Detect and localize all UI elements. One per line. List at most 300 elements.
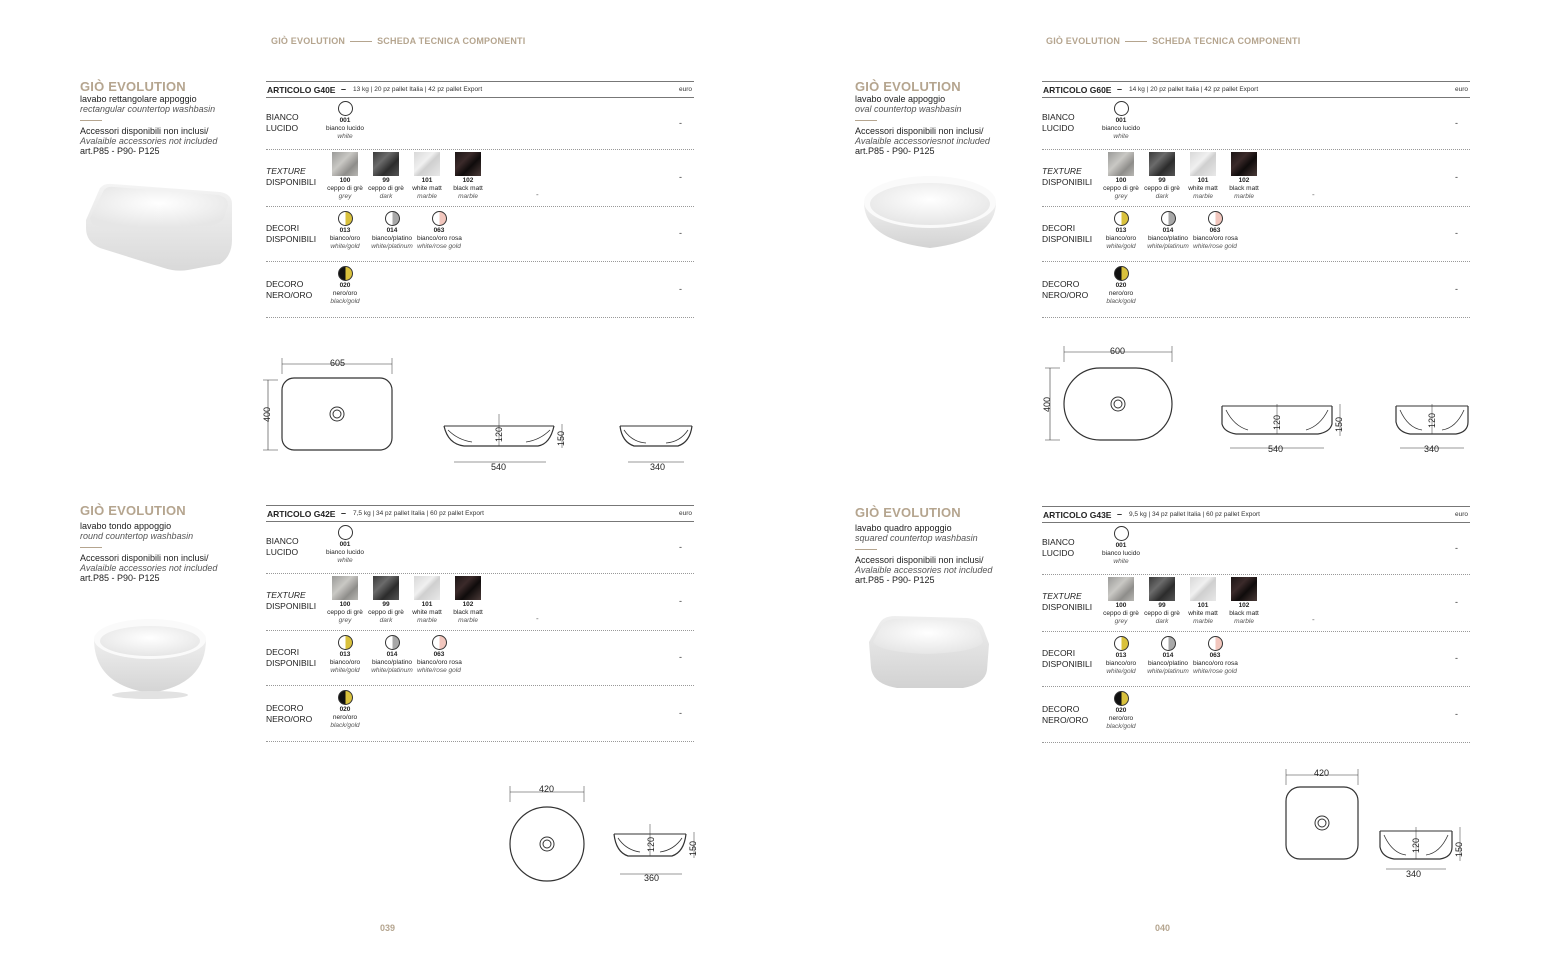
finish-name: bianco/platino [371, 235, 413, 242]
finish-code: 014 [1162, 227, 1174, 234]
product-info-g40e [80, 79, 217, 156]
technical-drawing-g40e [258, 350, 703, 478]
finish-name: white matt [1188, 185, 1218, 192]
finish-swatch [1099, 266, 1143, 306]
white-gold-circle [1114, 211, 1129, 226]
price-value: - [1455, 228, 1458, 238]
finish-row-bianco [266, 98, 694, 150]
page-header-left [271, 36, 525, 46]
white-rosegold-circle [432, 211, 447, 226]
black-marble-swatch [455, 152, 481, 176]
price-value: - [1455, 708, 1458, 719]
finish-swatch [405, 576, 449, 625]
dark-stone-swatch [1149, 152, 1175, 176]
article-spec: 9,5 kg | 34 pz pallet Italia | 60 pz pallet Export [1129, 511, 1260, 518]
finish-code: 101 [1197, 602, 1209, 609]
header-section: SCHEDA TECNICA COMPONENTI [1152, 36, 1301, 46]
finish-name: bianco/oro rosa [1193, 235, 1238, 242]
accessories-label: Accessori disponibili non inclusi/ [855, 126, 984, 136]
finish-row-decori [266, 631, 694, 686]
finish-name-en: dark [1155, 193, 1169, 200]
white-glossy-circle [1114, 101, 1129, 116]
technical-drawing-g42e [500, 780, 715, 890]
spec-table-g43e [1042, 506, 1470, 743]
product-desc-en: squared countertop washbasin [855, 533, 978, 543]
finish-name-en: black/gold [330, 722, 360, 729]
stray-dash: - [1312, 190, 1315, 199]
technical-drawing-g60e [1036, 340, 1476, 465]
dim-height: 150 [556, 430, 566, 446]
finish-row-decori [266, 207, 694, 262]
finish-row-decori [1042, 632, 1470, 687]
product-image-oval-basin [862, 172, 998, 252]
finish-name-en: marble [1193, 618, 1213, 625]
dim-width: 420 [1314, 768, 1330, 778]
finish-name-en: white/rose gold [1193, 243, 1237, 250]
finish-swatch [323, 101, 367, 141]
dim-height: 150 [688, 840, 698, 856]
stray-dash: - [1312, 615, 1315, 624]
accessories-refs: art.P85 - P90- P125 [855, 146, 935, 156]
spec-table-g42e [266, 505, 694, 742]
finish-name: nero/oro [332, 714, 358, 721]
finish-code: 100 [1115, 177, 1127, 184]
finish-name: ceppo di grè [368, 185, 404, 192]
finish-row-bianco [266, 522, 694, 574]
finish-name-en: black/gold [1106, 723, 1136, 730]
finish-name: ceppo di grè [327, 185, 363, 192]
page-header-right [1046, 36, 1300, 46]
white-gold-circle [338, 635, 353, 650]
white-marble-swatch [1190, 152, 1216, 176]
product-brand: GIÒ EVOLUTION [80, 79, 186, 94]
price-value: - [679, 172, 682, 182]
finish-name-en: grey [1114, 193, 1128, 200]
dim-side: 340 [1424, 444, 1440, 454]
price-value: - [679, 652, 682, 662]
finish-code: 063 [433, 651, 445, 658]
finish-code: 102 [1238, 602, 1250, 609]
product-desc-en: round countertop washbasin [80, 531, 194, 541]
finish-swatch [1099, 577, 1143, 626]
finish-swatch [370, 635, 414, 675]
row-label: BIANCO LUCIDO [266, 536, 299, 557]
row-label: DECORI DISPONIBILI [1042, 648, 1093, 669]
finish-code: 99 [382, 601, 390, 608]
white-platinum-circle [385, 211, 400, 226]
finish-name: bianco lucido [326, 549, 364, 556]
finish-name: ceppo di grè [1103, 610, 1139, 617]
accessories-label-en: Avalaible accessories not included [80, 136, 218, 146]
dim-width: 605 [330, 358, 346, 368]
white-gold-circle [1114, 636, 1129, 651]
finish-name-en: white/gold [1106, 668, 1136, 675]
dim-inner: 120 [1411, 837, 1421, 853]
header-dash: – [1117, 84, 1123, 94]
white-glossy-circle [338, 525, 353, 540]
finish-code: 014 [386, 651, 398, 658]
finish-swatch [405, 152, 449, 201]
white-platinum-circle [385, 635, 400, 650]
white-glossy-circle [1114, 526, 1129, 541]
finish-code: 020 [339, 706, 351, 713]
finish-name: ceppo di grè [1144, 610, 1180, 617]
header-brand: GIÒ EVOLUTION [1046, 36, 1121, 46]
finish-row-texture [266, 574, 694, 631]
finish-swatch [1099, 101, 1143, 141]
article-code: ARTICOLO G40E [267, 85, 336, 95]
finish-swatch [417, 635, 461, 675]
page-number-right: 040 [1155, 923, 1171, 933]
finish-swatch [323, 576, 367, 625]
black-gold-circle [1114, 691, 1129, 706]
finish-swatch [323, 690, 367, 730]
dim-width: 600 [1110, 346, 1126, 356]
finish-code: 99 [382, 177, 390, 184]
product-image-round-basin [92, 615, 210, 701]
finish-swatch [323, 152, 367, 201]
grey-stone-swatch [332, 576, 358, 600]
finish-name: white matt [1188, 610, 1218, 617]
finish-name: bianco/platino [1147, 660, 1189, 667]
article-code: ARTICOLO G60E [1043, 85, 1112, 95]
price-currency: euro [678, 86, 692, 93]
header-dash: – [1117, 509, 1123, 519]
product-desc-it: lavabo rettangolare appoggio [80, 94, 197, 104]
row-label: DECORO NERO/ORO [1042, 704, 1089, 725]
price-currency: euro [1454, 86, 1468, 93]
black-gold-circle [338, 690, 353, 705]
finish-code: 020 [339, 282, 351, 289]
price-value: - [679, 117, 682, 128]
row-label: DECORO NERO/ORO [266, 703, 313, 724]
price-value: - [1455, 542, 1458, 553]
finish-code: 020 [1115, 282, 1127, 289]
finish-row-bianco [1042, 523, 1470, 575]
finish-code: 001 [1115, 117, 1127, 124]
finish-swatch [417, 211, 461, 251]
finish-row-nero [1042, 262, 1470, 318]
finish-swatch [1146, 211, 1190, 251]
product-desc-en: oval countertop washbasin [855, 104, 962, 114]
finish-code: 101 [421, 601, 433, 608]
finish-name: bianco/oro rosa [1193, 660, 1238, 667]
white-platinum-circle [1161, 636, 1176, 651]
black-marble-swatch [1231, 152, 1257, 176]
finish-swatch [1099, 211, 1143, 251]
dark-stone-swatch [1149, 577, 1175, 601]
price-value: - [1455, 653, 1458, 663]
finish-code: 014 [1162, 652, 1174, 659]
accessories-label: Accessori disponibili non inclusi/ [80, 126, 209, 136]
finish-row-texture [1042, 150, 1470, 207]
finish-name-en: white/platinum [371, 667, 413, 674]
finish-swatch [1099, 526, 1143, 566]
dark-stone-swatch [373, 152, 399, 176]
finish-code: 020 [1115, 707, 1127, 714]
finish-code: 013 [339, 651, 351, 658]
dim-depth: 400 [1042, 396, 1052, 412]
finish-code: 99 [1158, 177, 1166, 184]
finish-name-en: white/platinum [371, 243, 413, 250]
dim-depth: 400 [262, 406, 272, 422]
price-value: - [1455, 117, 1458, 128]
finish-row-nero [1042, 687, 1470, 743]
header-dash: – [341, 508, 347, 518]
price-currency: euro [1454, 511, 1468, 518]
finish-code: 101 [421, 177, 433, 184]
finish-name: bianco/oro [329, 235, 361, 242]
finish-code: 063 [1209, 652, 1221, 659]
finish-swatch [1099, 152, 1143, 201]
dim-inner: 120 [646, 836, 656, 852]
row-label: DECORI DISPONIBILI [266, 647, 317, 668]
finish-name: ceppo di grè [1103, 185, 1139, 192]
header-dash: – [341, 84, 347, 94]
product-info-g43e [855, 505, 992, 585]
finish-code: 013 [1115, 227, 1127, 234]
finish-name: white matt [412, 609, 442, 616]
spec-table-g60e [1042, 81, 1470, 318]
product-info-g42e [80, 503, 217, 583]
finish-code: 100 [339, 177, 351, 184]
row-label: DECORO NERO/ORO [1042, 279, 1089, 300]
spec-table-g40e [266, 81, 694, 318]
price-value: - [679, 228, 682, 238]
finish-code: 001 [1115, 542, 1127, 549]
finish-swatch [1140, 152, 1184, 201]
finish-row-nero [266, 686, 694, 742]
table-header [266, 505, 694, 522]
accessories-label: Accessori disponibili non inclusi/ [80, 553, 209, 563]
finish-name-en: grey [338, 193, 352, 200]
dark-stone-swatch [373, 576, 399, 600]
finish-code: 013 [1115, 652, 1127, 659]
accessories-label-en: Avalaible accessories not included [855, 565, 993, 575]
finish-name-en: white [1113, 133, 1129, 140]
finish-name: bianco/platino [1147, 235, 1189, 242]
dim-side: 340 [650, 462, 666, 472]
finish-name: black matt [1229, 185, 1259, 192]
finish-name: nero/oro [332, 290, 358, 297]
price-value: - [1455, 283, 1458, 294]
finish-name: ceppo di grè [368, 609, 404, 616]
white-marble-swatch [414, 152, 440, 176]
finish-swatch [1146, 636, 1190, 676]
row-label: BIANCO LUCIDO [266, 112, 299, 133]
finish-swatch [1222, 152, 1266, 201]
finish-name-en: white/gold [330, 243, 360, 250]
price-value: - [679, 541, 682, 552]
finish-name-en: dark [379, 193, 393, 200]
accessories-label: Accessori disponibili non inclusi/ [855, 555, 984, 565]
finish-code: 99 [1158, 602, 1166, 609]
finish-name: bianco/oro rosa [417, 235, 462, 242]
dim-height: 150 [1334, 416, 1344, 432]
finish-name-en: grey [1114, 618, 1128, 625]
finish-name: white matt [412, 185, 442, 192]
finish-name: nero/oro [1108, 290, 1134, 297]
finish-swatch [1193, 211, 1237, 251]
white-glossy-circle [338, 101, 353, 116]
finish-name-en: marble [1193, 193, 1213, 200]
row-label: TEXTURE DISPONIBILI [266, 590, 317, 611]
finish-row-texture [266, 150, 694, 207]
finish-code: 063 [1209, 227, 1221, 234]
dim-base: 540 [491, 462, 507, 472]
price-value: - [679, 283, 682, 294]
finish-name: bianco/oro [1105, 660, 1137, 667]
accessories-refs: art.P85 - P90- P125 [80, 146, 160, 156]
accessories-label-en: Avalaible accessories not included [80, 563, 218, 573]
finish-row-bianco [1042, 98, 1470, 150]
finish-name-en: marble [417, 617, 437, 624]
finish-code: 102 [1238, 177, 1250, 184]
finish-name-en: dark [1155, 618, 1169, 625]
finish-name: bianco/platino [371, 659, 413, 666]
article-spec: 7,5 kg | 34 pz pallet Italia | 60 pz pallet Export [353, 510, 484, 517]
finish-code: 100 [339, 601, 351, 608]
finish-name-en: marble [458, 617, 478, 624]
price-currency: euro [678, 510, 692, 517]
white-platinum-circle [1161, 211, 1176, 226]
finish-swatch [446, 576, 490, 625]
white-gold-circle [338, 211, 353, 226]
black-gold-circle [338, 266, 353, 281]
finish-name: black matt [453, 609, 483, 616]
dim-width: 420 [539, 784, 555, 794]
finish-name-en: white/rose gold [417, 243, 461, 250]
accessories-label-en: Avalaible accessoriesnot included [855, 136, 990, 146]
black-marble-swatch [1231, 577, 1257, 601]
finish-swatch [323, 266, 367, 306]
finish-name-en: black/gold [330, 298, 360, 305]
dim-base: 360 [644, 873, 660, 883]
white-marble-swatch [414, 576, 440, 600]
finish-swatch [1181, 152, 1225, 201]
finish-name-en: grey [338, 617, 352, 624]
product-desc-it: lavabo tondo appoggio [80, 521, 172, 531]
white-rosegold-circle [1208, 211, 1223, 226]
finish-name: ceppo di grè [1144, 185, 1180, 192]
price-value: - [1455, 172, 1458, 182]
finish-swatch [364, 576, 408, 625]
finish-name: bianco/oro [329, 659, 361, 666]
finish-swatch [1181, 577, 1225, 626]
finish-swatch [323, 525, 367, 565]
price-value: - [679, 596, 682, 606]
technical-drawing-g43e [1276, 765, 1476, 880]
finish-name-en: white/rose gold [1193, 668, 1237, 675]
finish-name-en: marble [458, 193, 478, 200]
accessories-refs: art.P85 - P90- P125 [80, 573, 160, 583]
row-label: DECORO NERO/ORO [266, 279, 313, 300]
dim-base: 540 [1268, 444, 1284, 454]
row-label: DECORI DISPONIBILI [1042, 223, 1093, 244]
table-header [266, 81, 694, 98]
price-value: - [679, 707, 682, 718]
row-label: TEXTURE DISPONIBILI [1042, 591, 1093, 612]
row-label: TEXTURE DISPONIBILI [266, 166, 317, 187]
finish-name: bianco/oro rosa [417, 659, 462, 666]
article-spec: 14 kg | 20 pz pallet Italia | 42 pz pallet Export [1129, 86, 1259, 93]
dim-inner: 120 [1272, 414, 1282, 430]
product-image-rectangular-basin [80, 178, 240, 273]
finish-name-en: marble [1234, 193, 1254, 200]
header-brand: GIÒ EVOLUTION [271, 36, 346, 46]
finish-swatch [446, 152, 490, 201]
finish-name-en: black/gold [1106, 298, 1136, 305]
finish-swatch [1193, 636, 1237, 676]
finish-name: black matt [453, 185, 483, 192]
dim-base: 340 [1406, 869, 1422, 879]
black-marble-swatch [455, 576, 481, 600]
finish-swatch [1099, 691, 1143, 731]
finish-swatch [1140, 577, 1184, 626]
dim-height: 150 [1454, 841, 1464, 857]
finish-swatch [370, 211, 414, 251]
stray-dash: - [536, 190, 539, 199]
finish-name-en: white/platinum [1147, 668, 1189, 675]
table-header [1042, 81, 1470, 98]
row-label: DECORI DISPONIBILI [266, 223, 317, 244]
dim-inner: 120 [494, 426, 504, 442]
finish-row-nero [266, 262, 694, 318]
finish-name: bianco lucido [1102, 550, 1140, 557]
table-header [1042, 506, 1470, 523]
white-marble-swatch [1190, 577, 1216, 601]
product-desc-it: lavabo quadro appoggio [855, 523, 952, 533]
finish-row-texture [1042, 575, 1470, 632]
product-desc-it: lavabo ovale appoggio [855, 94, 946, 104]
finish-name-en: white [1113, 558, 1129, 565]
finish-name-en: white/platinum [1147, 243, 1189, 250]
finish-name-en: white/gold [1106, 243, 1136, 250]
row-label: BIANCO LUCIDO [1042, 537, 1075, 558]
finish-name-en: white/rose gold [417, 667, 461, 674]
finish-name-en: dark [379, 617, 393, 624]
finish-code: 014 [386, 227, 398, 234]
finish-swatch [323, 635, 367, 675]
stray-dash: - [536, 614, 539, 623]
finish-swatch [364, 152, 408, 201]
finish-name: ceppo di grè [327, 609, 363, 616]
finish-name: nero/oro [1108, 715, 1134, 722]
finish-code: 001 [339, 117, 351, 124]
dim-inner-side: 120 [1427, 412, 1437, 428]
finish-name: bianco lucido [1102, 125, 1140, 132]
finish-name-en: marble [1234, 618, 1254, 625]
row-label: TEXTURE DISPONIBILI [1042, 166, 1093, 187]
product-brand: GIÒ EVOLUTION [855, 505, 961, 520]
page-number-left: 039 [380, 923, 396, 933]
finish-swatch [323, 211, 367, 251]
article-code: ARTICOLO G42E [267, 509, 336, 519]
row-label: BIANCO LUCIDO [1042, 112, 1075, 133]
header-section: SCHEDA TECNICA COMPONENTI [377, 36, 526, 46]
article-spec: 13 kg | 20 pz pallet Italia | 42 pz pallet Export [353, 86, 483, 93]
product-brand: GIÒ EVOLUTION [855, 79, 961, 94]
accessories-refs: art.P85 - P90- P125 [855, 575, 935, 585]
white-rosegold-circle [432, 635, 447, 650]
black-gold-circle [1114, 266, 1129, 281]
finish-name: bianco lucido [326, 125, 364, 132]
grey-stone-swatch [1108, 577, 1134, 601]
finish-name: black matt [1229, 610, 1259, 617]
finish-swatch [1099, 636, 1143, 676]
article-code: ARTICOLO G43E [1043, 510, 1112, 520]
finish-code: 101 [1197, 177, 1209, 184]
